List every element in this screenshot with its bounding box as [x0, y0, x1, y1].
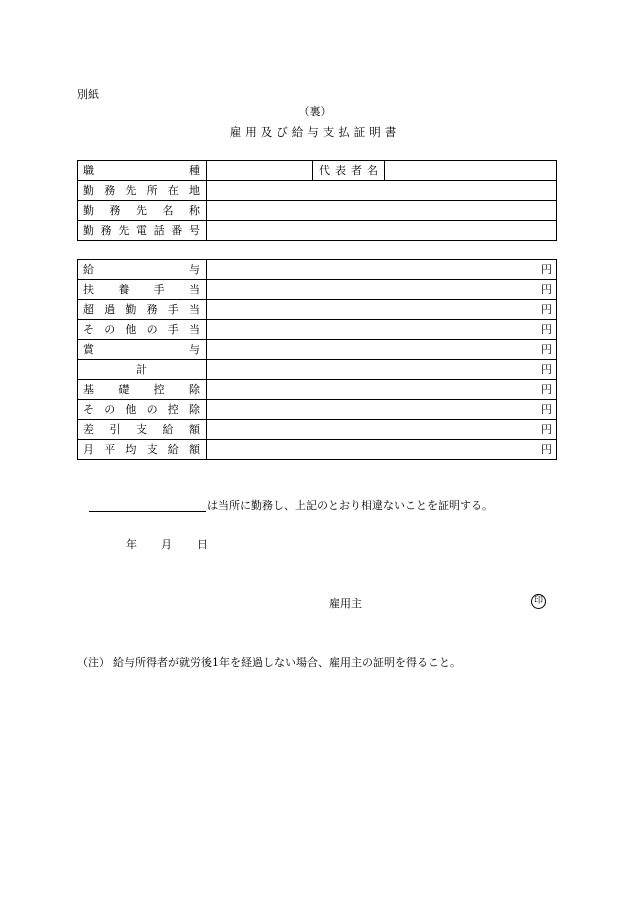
seal-mark: 印 [531, 594, 546, 609]
note-mark: （注） [77, 656, 110, 669]
workplace-name-field[interactable] [207, 201, 557, 221]
table-row [78, 161, 557, 181]
employment-info-table [77, 160, 557, 241]
workplace-address-label: 勤 務 先 所 在 地 [83, 184, 200, 197]
salary-item-label: そ の 他 の 手 当 [83, 323, 200, 336]
salary-amount-field[interactable] [207, 280, 557, 300]
salary-label-cell [78, 280, 207, 300]
certification-text: は当所に勤務し、上記のとおり相違ないことを証明する。 [207, 499, 493, 512]
page-subtitle: （裏） [298, 105, 332, 118]
yen-unit: 円 [541, 363, 552, 376]
salary-label-cell [78, 360, 207, 380]
table-row [78, 221, 557, 241]
salary-amount-field[interactable] [207, 380, 557, 400]
salary-item-label: 基 礎 控 除 [83, 383, 200, 396]
salary-row [78, 380, 557, 400]
representative-field[interactable] [385, 161, 557, 181]
table-row [78, 201, 557, 221]
name-label-cell [78, 201, 207, 221]
yen-unit: 円 [541, 323, 552, 336]
table-row [78, 181, 557, 201]
salary-row [78, 420, 557, 440]
salary-amount-field[interactable] [207, 260, 557, 280]
yen-unit: 円 [541, 263, 552, 276]
salary-item-label: 月 平 均 支 給 額 [83, 443, 200, 456]
salary-amount-field[interactable] [207, 400, 557, 420]
representative-label-cell [313, 161, 385, 181]
salary-item-label: 超 過 勤 務 手 当 [83, 303, 200, 316]
salary-row [78, 340, 557, 360]
yen-unit: 円 [541, 403, 552, 416]
date-month-label: 月 [161, 538, 172, 551]
occupation-field[interactable] [207, 161, 313, 181]
salary-row [78, 280, 557, 300]
employee-name-blank[interactable] [89, 497, 206, 512]
salary-label-cell [78, 420, 207, 440]
salary-amount-field[interactable] [207, 300, 557, 320]
yen-unit: 円 [541, 443, 552, 456]
occupation-label: 職 種 [83, 164, 200, 177]
date-day-label: 日 [197, 538, 208, 551]
yen-unit: 円 [541, 283, 552, 296]
salary-label-cell [78, 260, 207, 280]
salary-amount-field[interactable] [207, 440, 557, 460]
address-label-cell [78, 181, 207, 201]
salary-amount-field[interactable] [207, 420, 557, 440]
occupation-label-cell [78, 161, 207, 181]
attachment-label: 別紙 [77, 88, 99, 101]
salary-label-cell [78, 320, 207, 340]
salary-item-label: 賞 与 [83, 343, 200, 356]
salary-row [78, 360, 557, 380]
note-text: 給与所得者が就労後1年を経過しない場合、雇用主の証明を得ること。 [113, 656, 461, 669]
salary-item-label: 給 与 [83, 263, 200, 276]
workplace-name-label: 勤 務 先 名 称 [83, 204, 200, 217]
salary-item-label: 差 引 支 給 額 [83, 423, 200, 436]
workplace-address-field[interactable] [207, 181, 557, 201]
salary-table [77, 259, 557, 460]
yen-unit: 円 [541, 423, 552, 436]
salary-table-body [78, 260, 557, 460]
salary-row [78, 440, 557, 460]
salary-label-cell [78, 340, 207, 360]
salary-label-cell [78, 300, 207, 320]
workplace-phone-field[interactable] [207, 221, 557, 241]
page-title: 雇用及び給与支払証明書 [229, 125, 401, 139]
salary-amount-field[interactable] [207, 340, 557, 360]
salary-label-cell [78, 400, 207, 420]
salary-row [78, 300, 557, 320]
salary-label-cell [78, 440, 207, 460]
workplace-phone-label: 勤 務 先 電 話 番 号 [83, 224, 200, 237]
salary-item-label: 計 [136, 363, 147, 376]
yen-unit: 円 [541, 343, 552, 356]
salary-amount-field[interactable] [207, 320, 557, 340]
date-year-label: 年 [126, 538, 137, 551]
representative-label: 代 表 者 名 [319, 164, 378, 177]
salary-item-label: そ の 他 の 控 除 [83, 403, 200, 416]
employer-label: 雇用主 [329, 597, 362, 610]
salary-row [78, 320, 557, 340]
salary-item-label: 扶 養 手 当 [83, 283, 200, 296]
salary-row [78, 400, 557, 420]
salary-label-cell [78, 380, 207, 400]
phone-label-cell [78, 221, 207, 241]
salary-row [78, 260, 557, 280]
yen-unit: 円 [541, 303, 552, 316]
salary-amount-field[interactable] [207, 360, 557, 380]
yen-unit: 円 [541, 383, 552, 396]
